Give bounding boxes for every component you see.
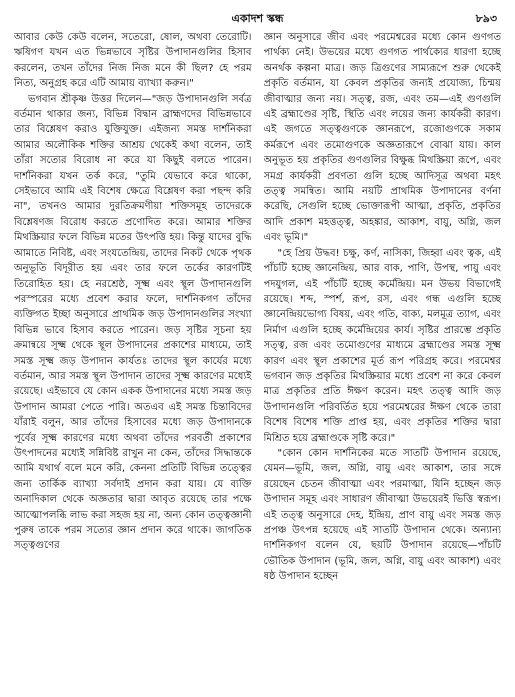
text-columns [14, 30, 501, 680]
paragraph: ভগবান শ্রীকৃষ্ণ উত্তর দিলেন—"জড় উপাদানগুলি সর্বত্র বর্তমান থাকার জন্য, বিভিন্ন বিদ্বান ব্রাহ্মণদের বিভিন্নভাবে তার বিশ্লেষণ করাও যুক্তিযুক্ত। এইজন্য সমস্ত দার্শনিকরা আমার অলৌকিক শক্তির আশ্রয় থেকেই কথা বলেন, তাই তাঁরা সত্যের বিরোধ না করে যা কিছুই বলতে পারেন। দার্শনিকরা যখন তর্ক করে, "তুমি যেভাবে করে থাকো, সেইভাবে আমি এই বিশেষ ক্ষেত্রে বিশ্লেষণ করা পছন্দ করি না", তখনও আমার দুরতিক্রমণীয়া শক্তিসমূহ তাদেরকে বিশ্লেষণজ বিরোধ করতে প্রণোদিত করে। আমার শক্তির মিথস্ক্রিয়ার ফলে বিভিন্ন মতের উৎপত্তি হয়। কিন্তু যাদের বুদ্ধি আমাতে নিবিষ্ট, এবং সংযতেন্দ্রিয়, তাদের নিকট থেকে পৃথক অনুভূতি বিদূরীত হয় এবং তার ফলে তর্কের কারণটিই তিরোহিত হয়। হে নরশ্রেষ্ঠ, সূক্ষ্ম এবং স্থূল উপাদানগুলি পরস্পরের মধ্যে প্রবেশ করার ফলে, দার্শনিকগণ তাঁদের ব্যক্তিগত ইচ্ছা অনুসারে প্রাথমিক জড় উপাদানগুলির সংখ্যা বিভিন্ন ভাবে হিসাব করতে পারেন। জড় সৃষ্টির সূচনা হয় ক্রমান্বয়ে সূক্ষ্ম থেকে স্থূল উপাদানের প্রকাশের মাধ্যমে, তাই সমস্ত সূক্ষ্ম জড় উপাদান কার্যতঃ তাদের স্থূল কার্যের মধ্যে বর্তমান, আর সমস্ত স্থূল উপাদান তাদের সূক্ষ্ম কারণের মধ্যেই রয়েছে। এইভাবে যে কোন একক উপাদানের মধ্যে সমস্ত জড় উপাদান আমরা পেতে পারি। অতএব এই সমস্ত চিন্তাবিদের যাঁরাই বলুন, আর তাঁদের হিসাবের মধ্যে জড় উপাদানকে পূর্বের সূক্ষ্ম কারণের মধ্যে অথবা তাঁদের পরবর্তী প্রকাশের উৎপাদনের মধ্যেই সন্নিবিষ্ট রাখুন না কেন, তাঁদের সিদ্ধান্তকে আমি যথার্থ বলে মনে করি, কেননা প্রতিটি বিভিন্ন তত্ত্বের জন্য তার্কিক ব্যাখ্যা সর্বদাই প্রদান করা যায়। যে ব্যক্তি অনাদিকাল থেকে অজ্ঞতার দ্বারা আবৃত রয়েছে তার পক্ষে আত্মোপলব্ধি লাভ করা সহজ হয় না, অন্য কোন তত্ত্বজ্ঞানী পুরুষ তাকে পরম সত্যের জ্ঞান প্রদান করে থাকে। জাগতিক সত্ত্বগুণের [14, 93, 252, 552]
left-column [14, 30, 252, 680]
page-header [14, 10, 501, 30]
paragraph: জ্ঞান অনুসারে জীব এবং পরমেশ্বরের মধ্যে কোন গুণগত পার্থক্য নেই। উভয়ের মধ্যে গুণগত পার্থক্যের ধারণা হচ্ছে অনর্থক কল্পনা মাত্র। জড় ত্রিগুণের সাম্যরূপে শুরু থেকেই প্রকৃতি বর্তমান, যা কেবল প্রকৃতির জন্যই প্রযোজ্য, চিন্ময় জীবাত্মার জন্য নয়। সত্ত্ব, রজ, এবং তম—এই গুণগুলি এই ব্রহ্মাণ্ডের সৃষ্টি, স্থিতি এবং লয়ের জন্য কার্যকরী কারণ। এই জগতে সত্ত্বগুণকে জ্ঞানরূপে, রজোগুণকে সকাম কর্মরূপে এবং তমোগুণকে অজ্ঞতারূপে বোঝা যায়। কাল অনুভূত হয় প্রকৃতির গুণগুলির বিক্ষুব্ধ মিথস্ক্রিয়া রূপে, এবং সমগ্র কার্যকরী প্রবণতা গুলি হচ্ছে আদিসূত্র অথবা মহৎ তত্ত্ব সমন্বিত। আমি নয়টি প্রাথমিক উপাদানের বর্ণনা করেছি, সেগুলি হচ্ছে ভোক্তারূপী আত্মা, প্রকৃতি, প্রকৃতির আদি প্রকাশ মহত্তত্ত্ব, অহঙ্কার, আকাশ, বায়ু, অগ্নি, জল এবং ভূমি।" [263, 32, 501, 244]
page-number: ৮৯৩ [475, 12, 497, 25]
paragraph: "হে প্রিয় উদ্ধব! চক্ষু, কর্ণ, নাসিকা, জিহ্বা এবং ত্বক, এই পাঁচটি হচ্ছে জ্ঞানেন্দ্রিয়, আর বাক, পাণি, উপস্থ, পায়ু এবং পদযুগল, এই পাঁচটি হচ্ছে কর্মেন্দ্রিয়। মন উভয় বিভাগেই রয়েছে। শব্দ, স্পর্শ, রূপ, রস, এবং গন্ধ এগুলি হচ্ছে জ্ঞানেন্দ্রিয়ভোগ্য বিষয়, এবং গতি, বাক্য, মলমূত্র ত্যাগ, এবং নির্মাণ এগুলি হচ্ছে কর্মেন্দ্রিয়ের কার্য। সৃষ্টির প্রারম্ভে প্রকৃতি সত্ত্ব, রজ এবং তমোগুণের মাধ্যমে ব্রহ্মাণ্ডের সমস্ত সূক্ষ্ম কারণ এবং স্থূল প্রকাশের মূর্ত রূপ পরিগ্রহ করে। পরমেশ্বর ভগবান জড় প্রকৃতির মিথস্ক্রিয়ার মধ্যে প্রবেশ না করে কেবল মাত্র প্রকৃতির প্রতি ঈক্ষণ করেন। মহৎ তত্ত্ব আদি জড় উপাদানগুলি পরিবর্তিত হয়ে পরমেশ্বরের ঈক্ষণ থেকে তারা বিশেষ বিশেষ শক্তি প্রাপ্ত হয়, এবং প্রকৃতির শক্তির দ্বারা মিশ্রিত হয়ে ব্রহ্মাণ্ডকে সৃষ্টি করে।" [263, 247, 501, 444]
right-column [264, 30, 502, 680]
paragraph: আবার কেউ কেউ বলেন, সতেরো, ষোল, অথবা তেরোটি। ঋষিগণ যখন এত ভিন্নভাবে সৃষ্টির উপাদানগুলির হিসাব করলেন, তখন তাঁদের নিজ নিজ মনে কী ছিল? হে পরম নিত্য, অনুগ্রহ করে এটি আমায় ব্যাখ্যা করুন।" [14, 32, 252, 90]
paragraph: "কোন কোন দার্শনিকের মতে সাতটি উপাদান রয়েছে, যেমন—ভূমি, জল, অগ্নি, বায়ু এবং আকাশ, তার সঙ্গে রয়েছেন চেতন জীবাত্মা এবং পরমাত্মা, যিনি হচ্ছেন জড় উপাদান সমূহ এবং সাধারণ জীবাত্মা উভয়েরই ভিত্তি স্বরূপ। এই তত্ত্ব অনুসারে দেহ, ইন্দ্রিয়, প্রাণ বায়ু এবং সমস্ত জড় প্রপঞ্চ উৎপন্ন হয়েছে এই সাতটি উপাদান থেকে। অন্যান্য দার্শনিকগণ বলেন যে, ছয়টি উপাদান রয়েছে—পাঁচটি ভৌতিক উপাদান (ভূমি, জল, অগ্নি, বায়ু এবং আকাশ) এবং ষষ্ঠ উপাদান হচ্ছেন [263, 447, 501, 583]
chapter-heading: একাদশ স্কন্ধ [231, 12, 284, 25]
